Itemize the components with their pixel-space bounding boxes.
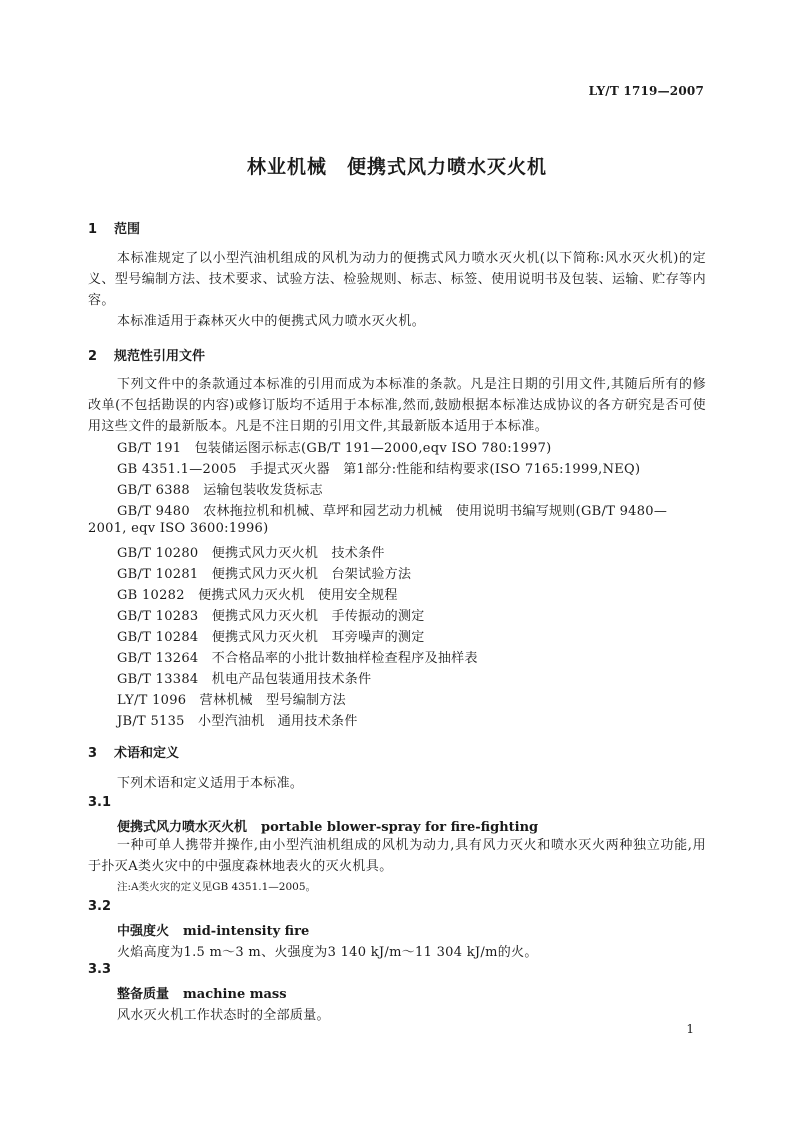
term-number: 3.1 [88,795,112,810]
term-note: 注:A类火灾的定义见GB 4351.1—2005。 [117,881,317,893]
references-intro: 下列文件中的条款通过本标准的引用而成为本标准的条款。凡是注日期的引用文件,其随后所有的修改单(不包括勘误的内容)或修订版均不适用于本标准,然而,鼓励根据本标准达成协议的各方研究是否可使用这些文件的最新版本。凡是不注日期的引用文件,其最新版本适用于本标准。 [88,377,706,434]
section-number: 3 [88,746,98,761]
term-name-en: machine mass [183,987,287,1002]
reference-item: GB/T 191 包装储运图示标志(GB/T 191—2000,eqv ISO 780:1997) [117,441,552,456]
reference-item: GB/T 10283 便携式风力灭火机 手传振动的测定 [117,609,425,624]
section-heading-references [88,345,205,364]
term-name-en: portable blower-spray for fire-fighting [261,820,539,835]
reference-item: GB/T 10284 便携式风力灭火机 耳旁噪声的测定 [117,630,425,645]
reference-item: GB/T 9480 农林拖拉机和机械、草坪和园艺动力机械 使用说明书编写规则(GB/T 9480— [117,504,668,519]
page-number: 1 [686,1022,694,1036]
term-definition: 火焰高度为1.5 m～3 m、火强度为3 140 kJ/m～11 304 kJ/m的火。 [117,945,538,960]
term-number: 3.3 [88,962,112,977]
scope-paragraph-1: 本标准规定了以小型汽油机组成的风机为动力的便携式风力喷水灭火机(以下简称:风水灭火机)的定义、型号编制方法、技术要求、试验方法、检验规则、标志、标签、使用说明书及包装、运输、贮存等内容。 [88,251,706,308]
reference-item: GB/T 10281 便携式风力灭火机 台架试验方法 [117,567,412,582]
reference-item-continuation: 2001, eqv ISO 3600:1996) [88,521,269,536]
section-number: 1 [88,222,98,237]
reference-item: GB/T 6388 运输包装收发货标志 [117,483,323,498]
term-heading [117,816,538,835]
section-number: 2 [88,349,98,364]
section-heading-terms [88,742,179,761]
term-number: 3.2 [88,899,112,914]
term-name-zh: 中强度火 [117,924,170,939]
section-title: 规范性引用文件 [114,349,206,364]
terms-intro: 下列术语和定义适用于本标准。 [117,776,304,791]
reference-item: GB/T 13264 不合格品率的小批计数抽样检查程序及抽样表 [117,651,478,666]
reference-item: JB/T 5135 小型汽油机 通用技术条件 [117,714,358,729]
reference-item: GB 4351.1—2005 手提式灭火器 第1部分:性能和结构要求(ISO 7165:1999,NEQ) [117,462,641,477]
term-heading [117,920,309,939]
reference-item: GB/T 13384 机电产品包装通用技术条件 [117,672,372,687]
reference-item: LY/T 1096 营林机械 型号编制方法 [117,693,346,708]
reference-item: GB/T 10280 便携式风力灭火机 技术条件 [117,546,385,561]
term-definition: 一种可单人携带并操作,由小型汽油机组成的风机为动力,具有风力灭火和喷水灭火两种独立功能,用于扑灭A类火灾中的中强度森林地表火的灭火机具。 [88,838,706,874]
term-name-zh: 整备质量 [117,987,170,1002]
term-name-en: mid-intensity fire [183,924,310,939]
section-heading-scope [88,218,140,237]
term-definition: 风水灭火机工作状态时的全部质量。 [117,1008,330,1023]
section-title: 术语和定义 [114,746,180,761]
term-name-zh: 便携式风力喷水灭火机 [117,820,248,835]
page-title: 林业机械 便携式风力喷水灭火机 [246,156,547,178]
reference-item: GB 10282 便携式风力灭火机 使用安全规程 [117,588,398,603]
section-title: 范围 [114,222,141,237]
scope-paragraph-2: 本标准适用于森林灭火中的便携式风力喷水灭火机。 [117,314,426,329]
standard-code: LY/T 1719—2007 [588,84,704,98]
term-heading [117,983,287,1002]
